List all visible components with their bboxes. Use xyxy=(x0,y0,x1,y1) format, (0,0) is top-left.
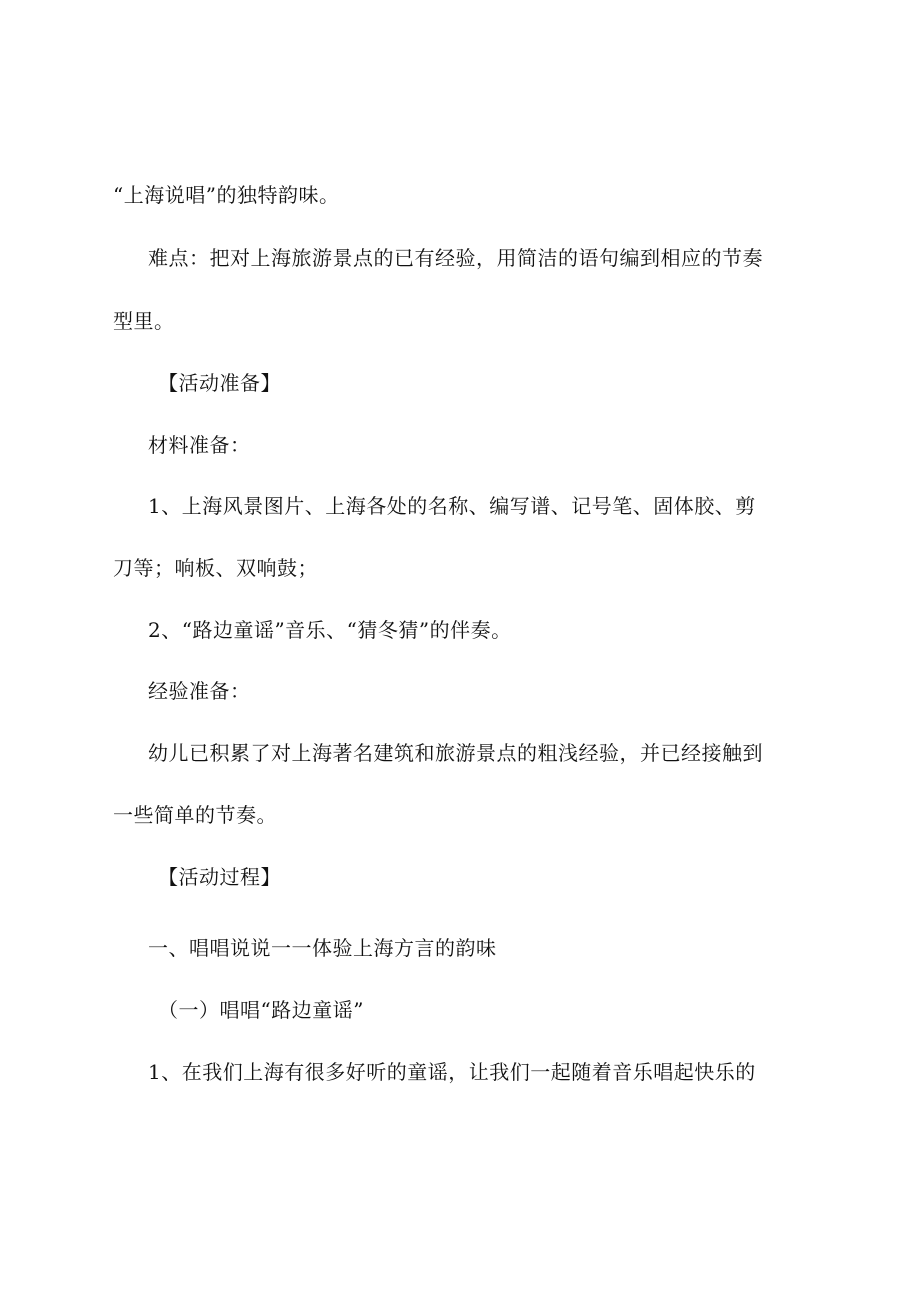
subheading-experience: 经验准备： xyxy=(148,679,251,703)
section-heading-process: 【活动过程】 xyxy=(158,865,281,889)
text-line-difficulty-cont: 型里。 xyxy=(113,309,175,333)
list-item-1: 1、上海风景图片、上海各处的名称、编写谱、记号笔、固体胶、剪 xyxy=(148,494,756,518)
text-line-experience: 幼儿已积累了对上海著名建筑和旅游景点的粗浅经验，并已经接触到 xyxy=(148,741,763,765)
text-line-intro-end: “上海说唱”的独特韵味。 xyxy=(113,183,340,207)
section-heading-preparation: 【活动准备】 xyxy=(158,371,281,395)
text-line-experience-cont: 一些简单的节奏。 xyxy=(113,803,277,827)
step-item-1: 1、在我们上海有很多好听的童谣，让我们一起随着音乐唱起快乐的 xyxy=(148,1060,756,1084)
substep-heading-1: （一）唱唱“路边童谣” xyxy=(158,998,364,1022)
list-item-1-cont: 刀等；响板、双响鼓； xyxy=(113,556,318,580)
text-line-difficulty: 难点：把对上海旅游景点的已有经验，用简洁的语句编到相应的节奏 xyxy=(148,246,763,270)
subheading-materials: 材料准备： xyxy=(148,433,251,457)
list-item-2: 2、“路边童谣”音乐、“猜冬猜”的伴奏。 xyxy=(148,618,512,642)
step-heading-1: 一、唱唱说说一一体验上海方言的韵味 xyxy=(148,936,497,960)
